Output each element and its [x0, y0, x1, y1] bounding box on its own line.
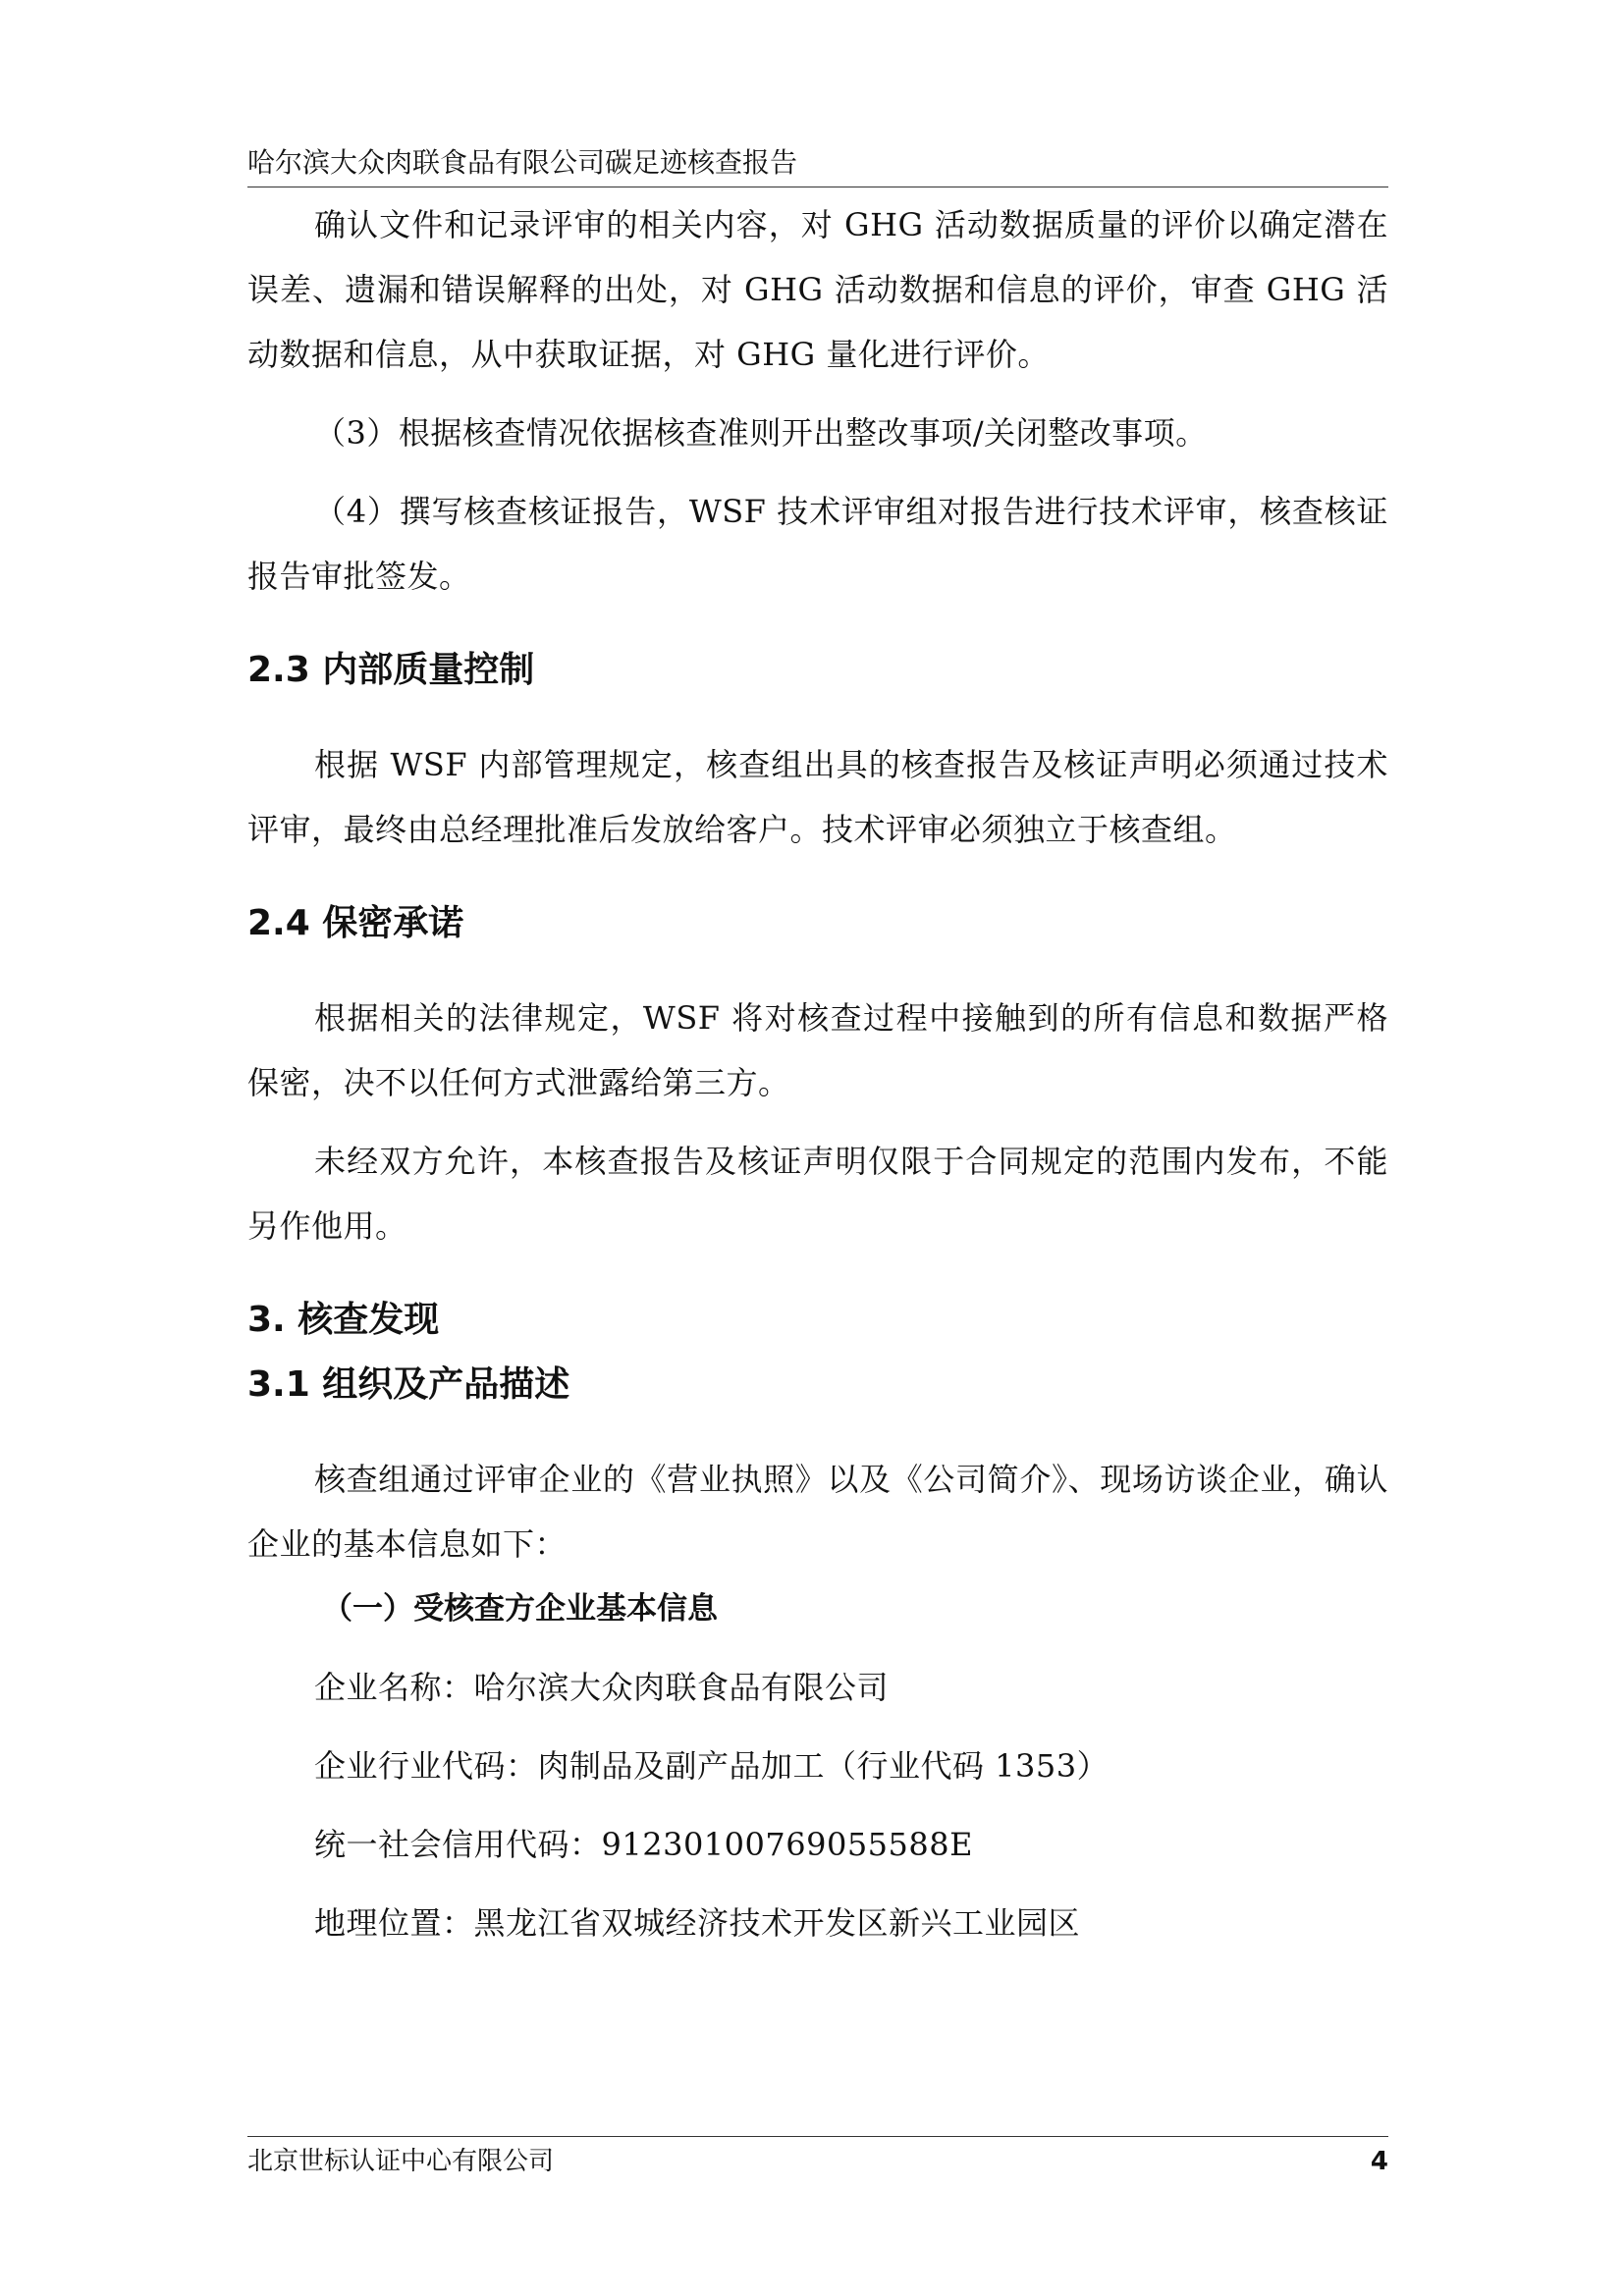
footer-divider [247, 2136, 1388, 2137]
section-heading-2-3: 2.3 内部质量控制 [247, 650, 535, 690]
footer-company: 北京世标认证中心有限公司 [247, 2147, 555, 2176]
document-body [247, 192, 1388, 1955]
section-heading-2-4: 2.4 保密承诺 [247, 903, 464, 943]
section-heading-3-1: 3.1 组织及产品描述 [247, 1364, 570, 1405]
subheading-enterprise-info: （一）受核查方企业基本信息 [322, 1591, 718, 1627]
page-number: 4 [1370, 2147, 1388, 2176]
info-line-company-name: 企业名称：哈尔滨大众肉联食品有限公司 [314, 1669, 890, 1706]
paragraph-org-description: 核查组通过评审企业的《营业执照》以及《公司简介》、现场访谈企业，确认企业的基本信息如下： [247, 1461, 1388, 1563]
info-line-credit-code: 统一社会信用代码：91230100769055588E [314, 1826, 973, 1863]
info-line-location: 地理位置：黑龙江省双城经济技术开发区新兴工业园区 [314, 1904, 1081, 1942]
running-header: 哈尔滨大众肉联食品有限公司碳足迹核查报告 [247, 146, 798, 179]
section-heading-3: 3. 核查发现 [247, 1300, 440, 1340]
paragraph-review-content: 确认文件和记录评审的相关内容，对 GHG 活动数据质量的评价以确定潜在误差、遗漏和错误解释的出处，对 GHG 活动数据和信息的评价，审查 GHG 活动数据和信息，从中获取证据，对 GHG 量化进行评价。 [247, 206, 1388, 373]
paragraph-quality-control: 根据 WSF 内部管理规定，核查组出具的核查报告及核证声明必须通过技术评审，最终由总经理批准后发放给客户。技术评审必须独立于核查组。 [247, 746, 1388, 848]
paragraph-step-4: （4）撰写核查核证报告，WSF 技术评审组对报告进行技术评审，核查核证报告审批签发。 [247, 493, 1388, 595]
paragraph-confidentiality-1: 根据相关的法律规定，WSF 将对核查过程中接触到的所有信息和数据严格保密，决不以任何方式泄露给第三方。 [247, 999, 1388, 1101]
info-line-industry-code: 企业行业代码：肉制品及副产品加工（行业代码 1353） [314, 1747, 1110, 1785]
paragraph-step-3: （3）根据核查情况依据核查准则开出整改事项/关闭整改事项。 [314, 414, 1208, 452]
paragraph-confidentiality-2: 未经双方允许，本核查报告及核证声明仅限于合同规定的范围内发布，不能另作他用。 [247, 1143, 1388, 1245]
